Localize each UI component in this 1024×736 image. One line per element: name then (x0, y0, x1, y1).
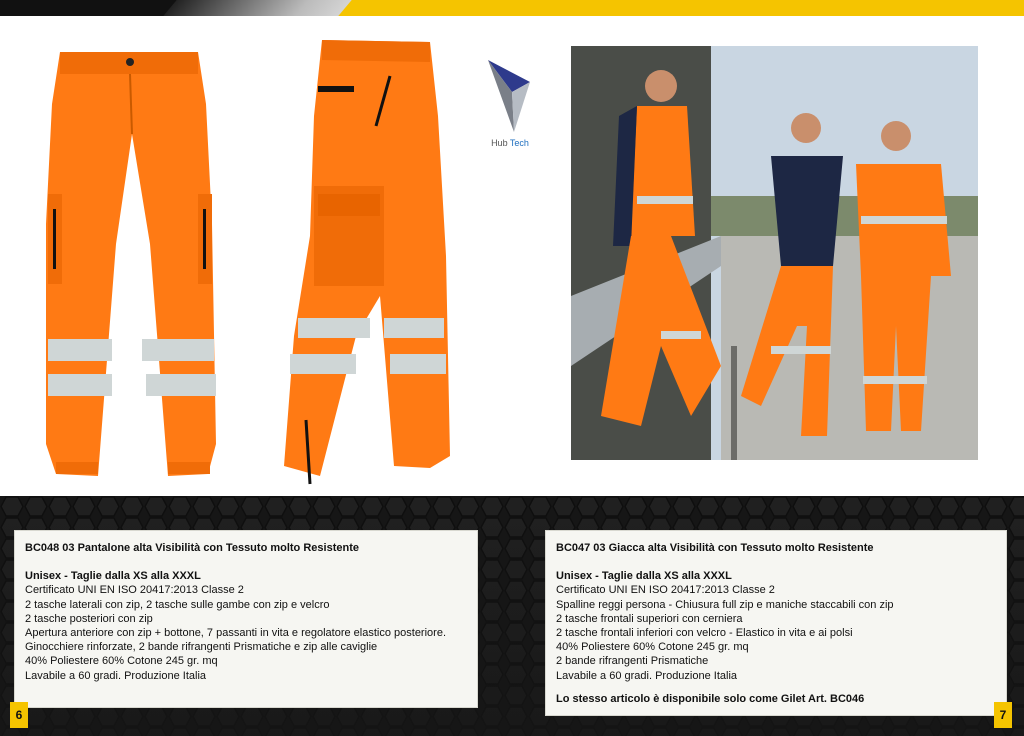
models-photo (571, 46, 978, 460)
right-spec-line: Spalline reggi persona - Chiusura full zip e maniche staccabili con zip (556, 598, 894, 611)
left-spec-line: Apertura anteriore con zip + bottone, 7 passanti in vita e regolatore elastico posteriore. (25, 627, 446, 640)
brand-logo-tech: Tech (509, 138, 529, 148)
left-spec-line: 2 tasche posteriori con zip (25, 612, 153, 625)
models-photo-scene (571, 46, 978, 460)
left-spec-line: Ginocchiere rinforzate, 2 bande rifrangenti Prismatiche e zip alle caviglie (25, 641, 378, 654)
right-spec-line: 2 tasche frontali superiori con cerniera (556, 612, 743, 625)
left-spec-line: 2 tasche laterali con zip, 2 tasche sulle gambe con zip e velcro (25, 598, 330, 611)
right-spec-line: 2 bande rifrangenti Prismatiche (556, 655, 709, 668)
right-spec-line: 2 tasche frontali inferiori con velcro - Elastico in vita e ai polsi (556, 627, 853, 640)
left-spec-line: Certificato UNI EN ISO 20417:2013 Classe 2 (25, 584, 244, 597)
left-product-subtitle: Unisex - Taglie dalla XS alla XXXL (25, 570, 201, 583)
header-yellow-stripe (338, 0, 1024, 16)
pants-side-image (280, 36, 455, 488)
right-spec-line: Lavabile a 60 gradi. Produzione Italia (556, 669, 738, 682)
brand-logo-text (484, 138, 536, 148)
page-number-left: 6 (10, 702, 28, 728)
right-product-subtitle: Unisex - Taglie dalla XS alla XXXL (556, 570, 732, 583)
right-spec-line: Certificato UNI EN ISO 20417:2013 Classe 2 (556, 584, 775, 597)
right-availability-note: Lo stesso articolo è disponibile solo come Gilet Art. BC046 (556, 692, 865, 705)
brand-logo-icon (484, 58, 536, 136)
right-product-title: BC047 03 Giacca alta Visibilità con Tessuto molto Resistente (556, 542, 874, 554)
right-product-description (545, 530, 1007, 716)
right-spec-line: 40% Poliestere 60% Cotone 245 gr. mq (556, 641, 749, 654)
left-spec-line: 40% Poliestere 60% Cotone 245 gr. mq (25, 655, 218, 668)
brand-logo (484, 58, 536, 150)
brand-logo-hub: Hub (491, 138, 508, 148)
top-header-bar (0, 0, 1024, 16)
pants-front-image (40, 44, 220, 480)
page-number-right: 7 (994, 702, 1012, 728)
left-product-description (14, 530, 478, 708)
left-spec-line: Lavabile a 60 gradi. Produzione Italia (25, 669, 207, 682)
left-product-title: BC048 03 Pantalone alta Visibilità con Tessuto molto Resistente (25, 542, 359, 554)
